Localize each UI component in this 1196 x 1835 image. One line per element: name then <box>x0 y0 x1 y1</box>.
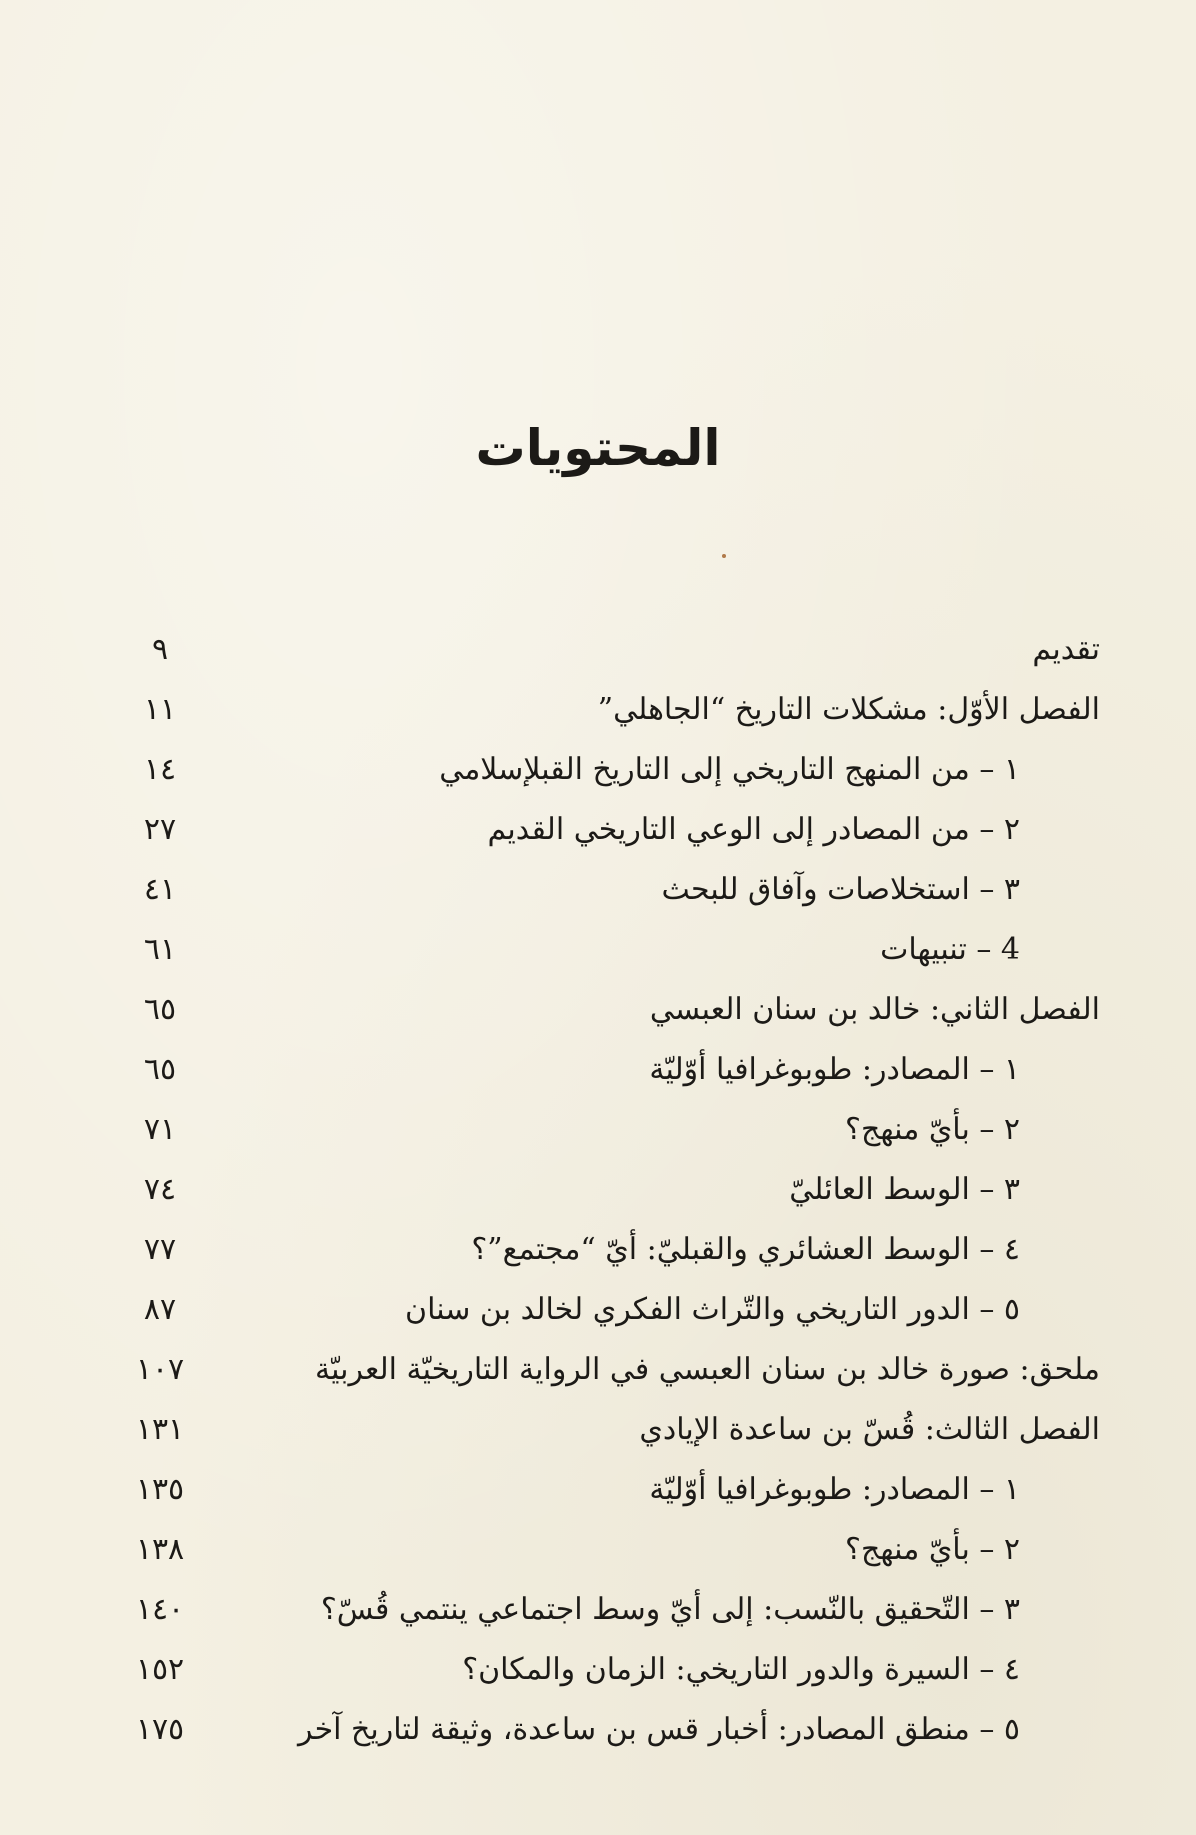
toc-entry-title: ملحق: صورة خالد بن سنان العبسي في الرواية التاريخيّة العربيّة <box>314 1352 1100 1387</box>
toc-page-number: ٧٧ <box>143 1232 177 1267</box>
toc-entry-title: الفصل الثاني: خالد بن سنان العبسي <box>649 992 1100 1027</box>
toc-entry-title: ١ – المصادر: طوبوغرافيا أوّليّة <box>649 1472 1020 1507</box>
toc-page-number: ٨٧ <box>143 1292 177 1327</box>
toc-page-number: ٦٥ <box>143 1052 177 1087</box>
toc-entry <box>100 1160 1100 1220</box>
toc-page-number: ٦١ <box>143 932 177 967</box>
toc-entry-title: ٣ – الوسط العائليّ <box>789 1172 1020 1207</box>
toc-entry <box>100 1040 1100 1100</box>
toc-entry-title: ٢ – من المصادر إلى الوعي التاريخي القديم <box>487 812 1020 847</box>
toc-entry-title: ٣ – التّحقيق بالنّسب: إلى أيّ وسط اجتماعي ينتمي قُسّ؟ <box>320 1592 1020 1627</box>
toc-entry <box>100 1220 1100 1280</box>
toc-entry-title: ٣ – استخلاصات وآفاق للبحث <box>661 872 1020 907</box>
toc-entry-title: ٤ – الوسط العشائري والقبليّ: أيّ “مجتمع”؟ <box>471 1232 1020 1267</box>
page-title: المحتويات <box>475 418 721 477</box>
toc-page-number: ١١ <box>143 692 177 727</box>
toc-page-number: ١٥٢ <box>135 1652 185 1687</box>
toc-entry-title: ١ – المصادر: طوبوغرافيا أوّليّة <box>649 1052 1020 1087</box>
table-of-contents <box>100 620 1100 1760</box>
toc-entry <box>100 620 1100 680</box>
toc-entry <box>100 800 1100 860</box>
toc-entry-title: ١ – من المنهج التاريخي إلى التاريخ القبلإسلامي <box>439 752 1020 787</box>
paper-speck <box>722 554 726 558</box>
toc-entry <box>100 1280 1100 1340</box>
toc-entry <box>100 1460 1100 1520</box>
toc-entry <box>100 980 1100 1040</box>
toc-entry-title: ٢ – بأيّ منهج؟ <box>845 1532 1020 1567</box>
toc-entry <box>100 920 1100 980</box>
toc-entry <box>100 740 1100 800</box>
toc-page-number: ١٤٠ <box>135 1592 185 1627</box>
toc-page-number: ١٤ <box>143 752 177 787</box>
toc-page-number: ٦٥ <box>143 992 177 1027</box>
toc-entry <box>100 1100 1100 1160</box>
toc-entry <box>100 860 1100 920</box>
toc-entry-title: ٤ – السيرة والدور التاريخي: الزمان والمكان؟ <box>462 1652 1020 1687</box>
toc-entry <box>100 1580 1100 1640</box>
toc-entry <box>100 1340 1100 1400</box>
toc-entry-title: تقديم <box>1032 632 1100 667</box>
toc-entry-title: ٥ – منطق المصادر: أخبار قس بن ساعدة، وثيقة لتاريخ آخر <box>298 1712 1020 1747</box>
toc-page-number: ٤١ <box>143 872 177 907</box>
toc-entry <box>100 1400 1100 1460</box>
toc-entry <box>100 1700 1100 1760</box>
toc-page-number: ٢٧ <box>143 812 177 847</box>
toc-page-number: ٧١ <box>143 1112 177 1147</box>
toc-entry <box>100 1640 1100 1700</box>
toc-page-number: ٧٤ <box>143 1172 177 1207</box>
toc-page-number: ٩ <box>151 632 169 667</box>
toc-entry-title: الفصل الأوّل: مشكلات التاريخ “الجاهلي” <box>597 692 1100 727</box>
toc-page-number: ١٠٧ <box>135 1352 185 1387</box>
toc-page-number: ١٣٥ <box>135 1472 185 1507</box>
toc-entry-title: 4 – تنبيهات <box>880 932 1020 967</box>
toc-entry-title: الفصل الثالث: قُسّ بن ساعدة الإيادي <box>639 1412 1100 1447</box>
toc-entry-title: ٢ – بأيّ منهج؟ <box>845 1112 1020 1147</box>
toc-entry-title: ٥ – الدور التاريخي والتّراث الفكري لخالد بن سنان <box>405 1292 1020 1327</box>
toc-page-number: ١٧٥ <box>135 1712 185 1747</box>
toc-entry <box>100 680 1100 740</box>
toc-page-number: ١٣٨ <box>135 1532 185 1567</box>
toc-page-number: ١٣١ <box>135 1412 185 1447</box>
toc-entry <box>100 1520 1100 1580</box>
